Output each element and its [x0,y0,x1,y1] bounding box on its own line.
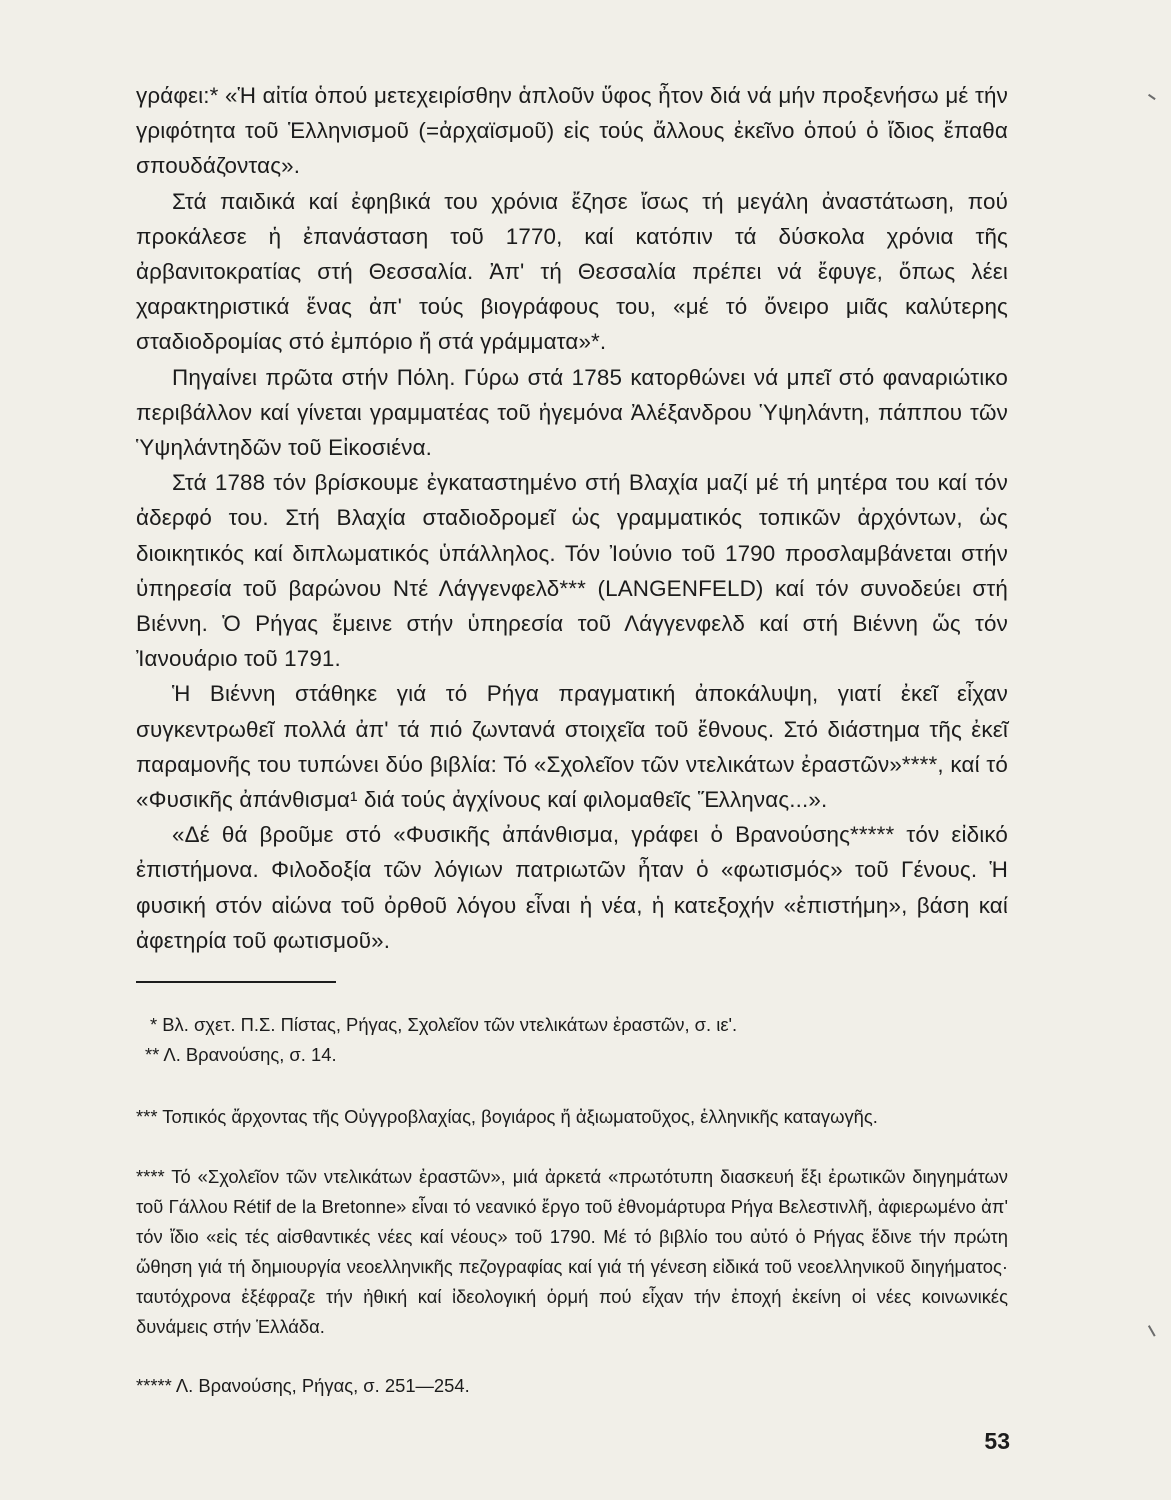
footnote-3: *** Τοπικός ἄρχοντας τῆς Οὐγγροβλαχίας, βογιάρος ἤ ἀξιωματοῦχος, ἑλληνικῆς καταγωγῆς. [136,1106,878,1127]
paragraph-5: Ἡ Βιέννη στάθηκε γιά τό Ρήγα πραγματική ἀποκάλυψη, γιατί ἐκεῖ εἶχαν συγκεντρωθεῖ πολλά ἀπ' τά πιό ζωντανά στοιχεῖα τοῦ ἔθνους. Στό διάστημα τῆς ἐκεῖ παραμονῆς του τυπώνει δύο βιβλία: Τό «Σχολεῖον τῶν ντελικάτων ἐραστῶν»****, καί τό «Φυσικῆς ἀπάνθισμα¹ διά τούς ἀγχίνους καί φιλομαθεῖς Ἕλληνας...». [136,681,1008,813]
main-text [136,78,1008,958]
page-number: 53 [984,1428,1010,1454]
scan-mark [1148,1325,1155,1336]
scan-mark [1148,94,1155,100]
footnote-5: ***** Λ. Βρανούσης, Ρήγας, σ. 251—254. [136,1375,470,1396]
footnote-2: ** Λ. Βρανούσης, σ. 14. [145,1044,337,1065]
paragraph-3: Πηγαίνει πρῶτα στήν Πόλη. Γύρω στά 1785 κατορθώνει νά μπεῖ στό φαναριώτικο περιβάλλον καί γίνεται γραμματέας τοῦ ἡγεμόνα Ἀλέξανδρου Ὑψηλάντη, πάππου τῶν Ὑψηλάντηδῶν τοῦ Εἰκοσιένα. [136,364,1008,461]
paragraph-4: Στά 1788 τόν βρίσκουμε ἐγκαταστημένο στή Βλαχία μαζί μέ τή μητέρα του καί τόν ἀδερφό του. Στή Βλαχία σταδιοδρομεῖ ὡς γραμματικός τοπικῶν ἀρχόντων, ὡς διοικητικός καί διπλωματικός ὑπάλληλος. Τόν Ἰούνιο τοῦ 1790 προσλαμβάνεται στήν ὑπηρεσία τοῦ βαρώνου Ντέ Λάγγενφελδ*** (LANGENFELD) καί τόν συνοδεύει στή Βιέννη. Ὁ Ρήγας ἔμεινε στήν ὑπηρεσία τοῦ Λάγγενφελδ καί στή Βιέννη ὥς τόν Ἰανουάριο τοῦ 1791. [136,470,1008,672]
paragraph-2: Στά παιδικά καί ἐφηβικά του χρόνια ἔζησε ἴσως τή μεγάλη ἀναστάτωση, πού προκάλεσε ἡ ἐπανάσταση τοῦ 1770, καί κατόπιν τά δύσκολα χρόνια τῆς ἀρβανιτοκρατίας στή Θεσσαλία. Ἀπ' τή Θεσσαλία πρέπει νά ἔφυγε, ὅπως λέει χαρακτηριστικά ἕνας ἀπ' τούς βιογράφους του, «μέ τό ὄνειρο μιᾶς καλύτερης σταδιοδρομίας στό ἐμπόριο ἤ στά γράμματα»*. [136,188,1008,355]
footnote-1: * Βλ. σχετ. Π.Σ. Πίστας, Ρήγας, Σχολεῖον τῶν ντελικάτων ἐραστῶν, σ. ιε'. [150,1014,738,1035]
footnote-separator [136,981,336,983]
footnote-4: **** Τό «Σχολεῖον τῶν ντελικάτων ἐραστῶν», μιά ἀρκετά «πρωτότυπη διασκευή ἕξι ἐρωτικῶν διηγημάτων τοῦ Γάλλου Rétif de la Bretonne» εἶναι τό νεανικό ἔργο τοῦ ἐθνομάρτυρα Ρήγα Βελεστινλῆ, ἀφιερωμένο ἀπ' τόν ἴδιο «εἰς τές αἰσθαντικές νέες καί νέους» τοῦ 1790. Μέ τό βιβλίο του αὐτό ὁ Ρήγας ἔδινε τήν πρώτη ὤθηση γιά τή δημιουργία νεοελληνικῆς πεζογραφίας καί γιά τή γένεση εἰδικά τοῦ νεοελληνικοῦ διηγήματος· ταυτόχρονα ἐξέφραζε τήν ἠθική καί ἰδεολογική ὁρμή πού εἶχαν τήν ἐποχή ἐκείνη οἱ νέες κοινωνικές δυνάμεις στήν Ἑλλάδα. [136,1166,1008,1337]
paragraph-6: «Δέ θά βροῦμε στό «Φυσικῆς ἀπάνθισμα, γράφει ὁ Βρανούσης***** τόν εἰδικό ἐπιστήμονα. Φιλοδοξία τῶν λόγιων πατριωτῶν ἦταν ὁ «φωτισμός» τοῦ Γένους. Ἡ φυσική στόν αἰώνα τοῦ ὀρθοῦ λόγου εἶναι ἡ νέα, ἡ κατεξοχήν «ἐπιστήμη», βάση καί ἀφετηρία τοῦ φωτισμοῦ». [136,822,1008,953]
paragraph-1: γράφει:* «Ἡ αἰτία ὁπού μετεχειρίσθην ἁπλοῦν ὕφος ἦτον διά νά μήν προξενήσω μέ τήν γριφότητα τοῦ Ἑλληνισμοῦ (=ἀρχαϊσμοῦ) εἰς τούς ἄλλους ἐκεῖνο ὁπού ὁ ἴδιος ἔπαθα σπουδάζοντας». [136,83,1008,179]
footnotes [136,1010,1008,1401]
